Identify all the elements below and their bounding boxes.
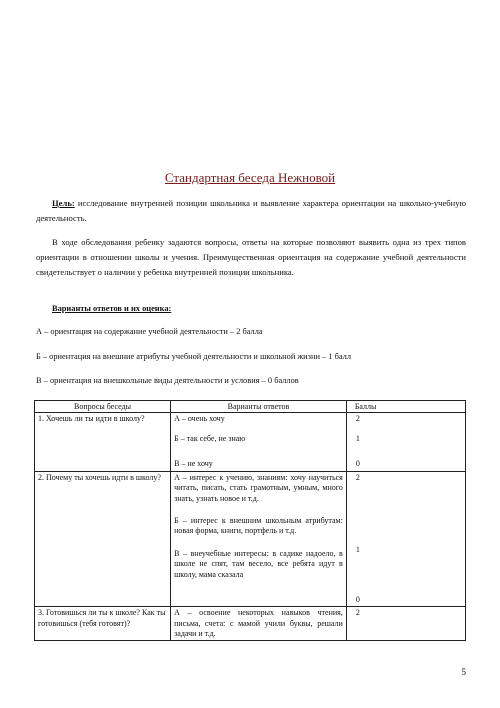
- goal-paragraph: [36, 196, 466, 226]
- goal-label: Цель:: [52, 198, 75, 208]
- answer-text: А – очень хочу: [174, 414, 225, 424]
- answer-text: В – внеучебные интересы: в садике надоело, в школе не спят, там весело, все ребята идут в школу, мама сказала: [174, 548, 343, 579]
- points-cell: [346, 413, 465, 471]
- answer-text: А – интерес к учению, знаниям: хочу научиться читать, писать, стать грамотным, умным, много знать, узнать новое и т.д.: [174, 472, 343, 503]
- points-cell: [346, 607, 465, 641]
- points-value: 1: [355, 544, 360, 554]
- variants-heading: Варианты ответов и их оценка:: [52, 304, 172, 313]
- header-answers: Варианты ответов: [171, 401, 347, 413]
- questions-table: [34, 400, 466, 641]
- question-cell: 1. Хочешь ли ты идти в школу?: [35, 413, 171, 471]
- intro-paragraph: В ходе обследования ребенку задаются вопросы, ответы на которые позволяют выявить одна из трех типов ориентации в отношении школы и учения. Преимущественная ориентация на содержание учебной деятельности свидетельствует о наличии у ребенка внутренней позиции школьника.: [36, 237, 466, 277]
- answers-cell: [171, 413, 347, 471]
- goal-text: исследование внутренней позиции школьника и выявление характера ориентации на школьно-учебную деятельность.: [36, 198, 466, 223]
- answer-text: А – освоение некоторых навыков чтения, письма, счета: с мамой учили буквы, решали задачи и т.д.: [174, 608, 343, 639]
- answer-text: Б – так себе, не знаю: [174, 434, 246, 444]
- variant-a: А – ориентация на содержание учебной деятельности – 2 балла: [36, 327, 263, 336]
- table-row: [35, 413, 466, 471]
- answer-text: Б – интерес к внешним школьным атрибутам: новая форма, книги, портфель и т.д.: [174, 516, 343, 536]
- answer-text: В – не хочу: [174, 459, 213, 469]
- question-cell: 2. Почему ты хочешь идти в школу?: [35, 471, 171, 606]
- variant-c: В – ориентация на внешкольные виды деятельности и условия – 0 баллов: [36, 376, 299, 385]
- variant-b: Б – ориентация на внешние атрибуты учебной деятельности и школьной жизни – 1 балл: [36, 352, 351, 361]
- table-header-row: [35, 401, 466, 413]
- points-value: 2: [355, 608, 360, 618]
- question-cell: 3. Готовишься ли ты к школе? Как ты готовишься (тебя готовят)?: [35, 607, 171, 641]
- points-value: 0: [355, 459, 360, 469]
- points-cell: [346, 471, 465, 606]
- answers-cell: [171, 607, 347, 641]
- table-row: [35, 471, 466, 606]
- points-value: 0: [355, 594, 360, 604]
- page-title: Стандартная беседа Нежновой: [164, 170, 336, 185]
- points-value: 2: [355, 414, 360, 424]
- points-value: 1: [355, 434, 360, 444]
- header-questions: Вопросы беседы: [35, 401, 171, 413]
- points-value: 2: [355, 472, 360, 482]
- header-points: Баллы: [346, 401, 465, 413]
- page-number: 5: [461, 667, 466, 677]
- answers-cell: [171, 471, 347, 606]
- table-row: [35, 607, 466, 641]
